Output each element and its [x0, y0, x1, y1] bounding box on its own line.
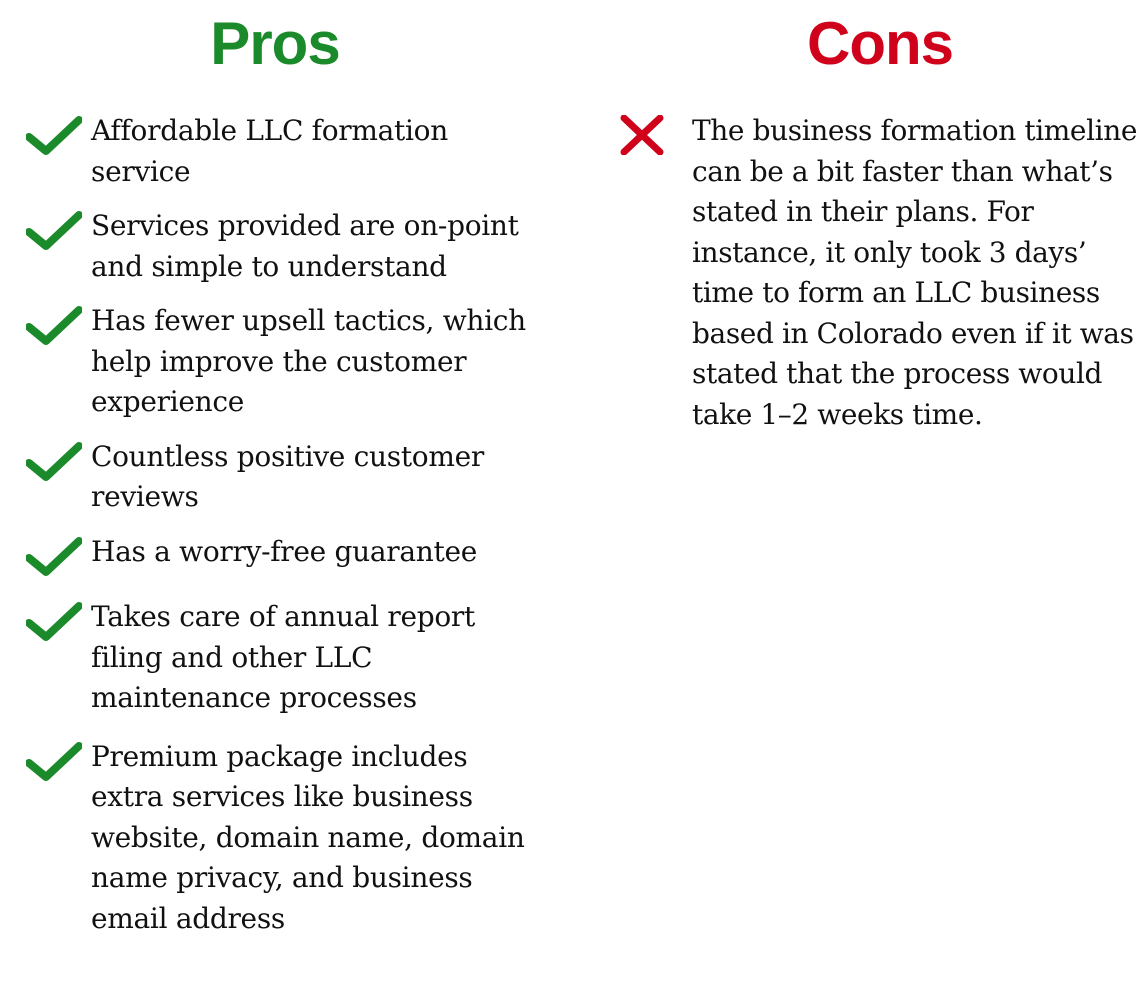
pros-item-text: Premium package includes extra services like business website, domain name, domain name privacy, and business email address — [91, 739, 525, 935]
pros-item-text: Takes care of annual report filing and other LLC maintenance processes — [91, 600, 475, 714]
pros-item — [26, 206, 546, 287]
pros-item-text: Countless positive customer reviews — [91, 439, 484, 513]
cons-list — [618, 111, 1146, 435]
pros-item — [26, 737, 546, 940]
pros-item — [26, 597, 546, 719]
pros-item-text: Has fewer upsell tactics, which help improve the customer experience — [91, 304, 526, 418]
check-icon — [26, 441, 82, 481]
cons-heading: Cons — [807, 10, 953, 77]
pros-item-text: Services provided are on-point and simple to understand — [91, 209, 519, 283]
cons-item — [618, 111, 1146, 435]
pros-list — [26, 111, 546, 939]
pros-item — [26, 301, 546, 423]
cons-item-text: The business formation timeline can be a bit faster than what’s stated in their plans. For instance, it only took 3 days’ time to form an LLC business based in Colorado even if it was stated that the process would take 1–2 weeks time. — [692, 114, 1137, 431]
check-icon — [26, 305, 82, 345]
pros-heading: Pros — [210, 10, 340, 77]
pros-item-text: Has a worry-free guarantee — [91, 534, 477, 568]
x-icon — [618, 115, 666, 155]
check-icon — [26, 601, 82, 641]
pros-item-text: Affordable LLC formation service — [91, 114, 448, 188]
check-icon — [26, 115, 82, 155]
check-icon — [26, 210, 82, 250]
pros-item — [26, 437, 546, 518]
pros-item — [26, 111, 546, 192]
check-icon — [26, 536, 82, 576]
pros-item — [26, 532, 546, 573]
check-icon — [26, 741, 82, 781]
